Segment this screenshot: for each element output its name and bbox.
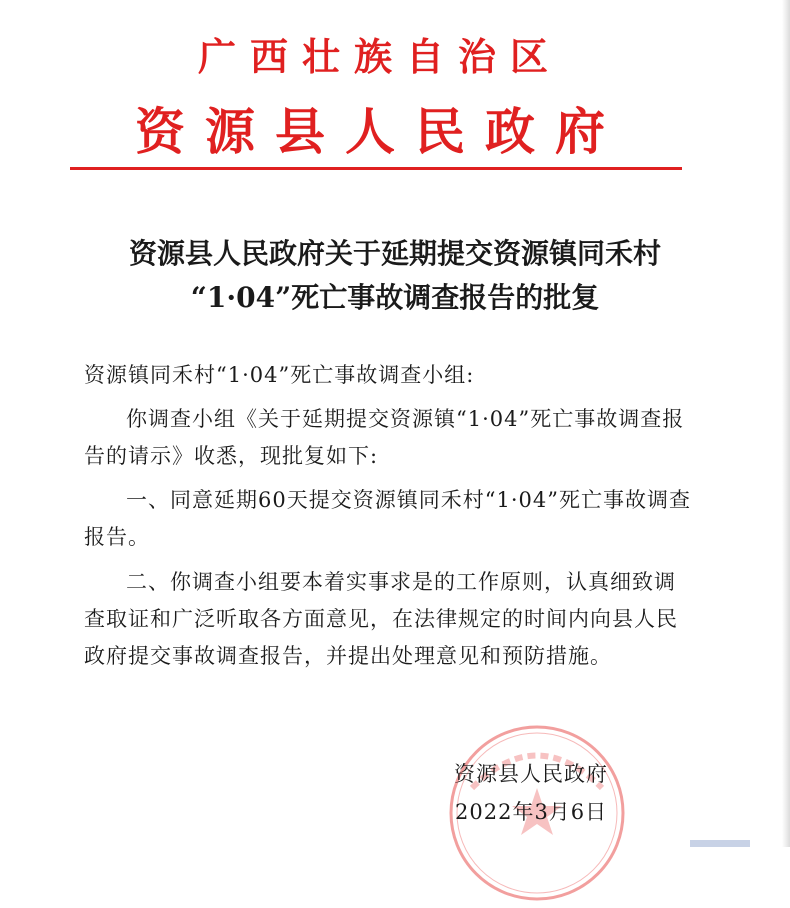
signature-organization: 资源县人民政府 — [454, 762, 608, 786]
scan-bottom-strip — [690, 840, 750, 847]
issuing-government-header: 资源县人民政府 — [135, 102, 625, 161]
body-paragraph-2: 一、同意延期60天提交资源镇同禾村“1·04”死亡事故调查报告。 — [84, 488, 691, 549]
salutation: 资源镇同禾村“1·04”死亡事故调查小组: — [84, 363, 475, 387]
red-divider-line — [70, 167, 682, 170]
document-title — [0, 232, 790, 320]
body-paragraph-3: 二、你调查小组要本着实事求是的工作原则，认真细致调查取证和广泛听取各方面意见，在法律规定的时间内向县人民政府提交事故调查报告，并提出处理意见和预防措施。 — [84, 570, 678, 668]
title-line-1: 资源县人民政府关于延期提交资源镇同禾村 — [128, 237, 661, 270]
scan-page-edge — [782, 0, 790, 847]
body-paragraph-1: 你调查小组《关于延期提交资源镇“1·04”死亡事故调查报告的请示》收悉，现批复如下: — [84, 407, 685, 468]
signature-date: 2022年3月6日 — [455, 800, 608, 824]
title-line-2: “1·04”死亡事故调查报告的批复 — [190, 281, 600, 314]
issuing-region-header: 广西壮族自治区 — [197, 34, 562, 79]
